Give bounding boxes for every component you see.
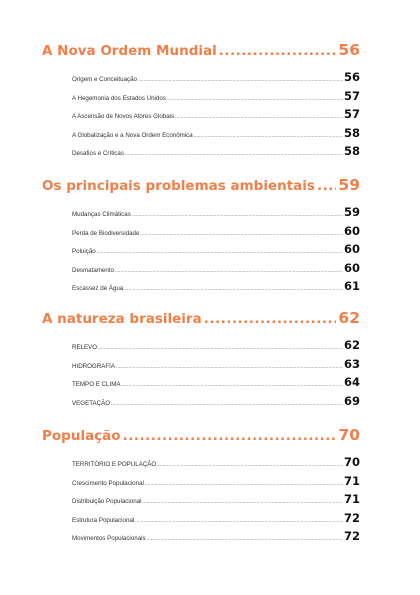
entry-page-number: 61 [343,279,360,293]
toc-entry[interactable] [72,527,360,546]
entry-title: A Ascensão de Novos Atores Globais [72,113,175,120]
entry-title: Distribuição Populacional [72,498,142,505]
toc-section [42,308,360,410]
entry-title: Poluição [72,248,96,255]
toc-entry[interactable] [72,355,360,374]
toc-entry[interactable] [72,277,360,296]
dot-leader [167,90,343,109]
dot-leader [219,41,337,61]
entry-title: Perda de Biodiversidade [72,229,140,237]
section-title: A Nova Ordem Mundial [42,43,217,59]
entry-page-number: 64 [343,375,360,389]
entry-title: RELEVO [72,344,98,351]
dot-leader [135,512,343,531]
entry-page-number: 69 [343,393,360,408]
section-entries [72,68,360,161]
dot-leader [121,376,343,395]
toc-section [42,425,360,546]
entry-page-number: 58 [343,125,360,140]
toc-section [42,40,360,161]
section-heading[interactable] [42,40,360,60]
entry-title: Movimentos Populacionais [72,535,146,542]
dot-leader [147,530,343,549]
entry-title: Mudanças Climáticas [72,211,131,218]
section-heading[interactable] [42,175,360,195]
entry-page-number: 60 [343,242,360,256]
toc-entry[interactable] [72,87,360,106]
dot-leader [97,243,343,262]
dot-leader [123,426,337,446]
entry-title: TEMPO E CLIMA [72,381,121,388]
section-page-number: 70 [338,426,360,444]
dot-leader [115,262,343,281]
entry-page-number: 56 [343,70,360,84]
section-page-number: 62 [338,309,360,327]
entry-title: VEGETAÇÃO [72,399,111,407]
entry-title: Crescimento Populacional [72,479,144,487]
entry-title: Desafios e Críticas [72,150,124,157]
toc-section [42,175,360,296]
dot-leader [204,309,337,329]
entry-title: Origem e Conceituação [72,76,138,83]
section-title: Os principais problemas ambientais [42,178,315,194]
dot-leader [175,108,343,127]
entry-title: A Hegemonia dos Estados Unidos [72,94,166,102]
toc-entry[interactable] [72,453,360,472]
toc-entry[interactable] [72,373,360,392]
entry-page-number: 57 [343,107,360,121]
entry-page-number: 70 [343,455,360,469]
entry-page-number: 63 [343,356,360,371]
section-heading[interactable] [42,425,360,445]
section-page-number: 56 [338,41,360,59]
toc-entry[interactable] [72,336,360,355]
entry-title: A Globalização e a Nova Ordem Econômica [72,131,193,139]
entry-page-number: 57 [343,88,360,103]
toc-entry[interactable] [72,142,360,161]
section-page-number: 59 [338,176,360,194]
dot-leader [116,358,343,377]
dot-leader [124,280,343,299]
dot-leader [132,206,343,225]
entry-title: Escassez de Água [72,285,124,292]
entry-page-number: 71 [343,492,360,506]
entry-page-number: 72 [343,510,360,525]
toc-entry[interactable] [72,392,360,411]
entry-page-number: 58 [343,144,360,158]
toc-entry[interactable] [72,509,360,528]
section-heading[interactable] [42,308,360,328]
dot-leader [125,145,343,164]
toc-entry[interactable] [72,490,360,509]
toc-entry[interactable] [72,222,360,241]
section-entries [72,336,360,410]
toc-entry[interactable] [72,240,360,259]
dot-leader [140,225,343,244]
toc-entry[interactable] [72,124,360,143]
dot-leader [111,395,343,414]
entry-page-number: 59 [343,205,360,219]
entry-title: HIDROGRAFIA [72,362,115,370]
toc-entry[interactable] [72,68,360,87]
entry-page-number: 72 [343,529,360,543]
dot-leader [138,71,343,90]
section-title: A natureza brasileira [42,311,202,327]
toc-entry[interactable] [72,203,360,222]
entry-title: Desmatamento [72,266,114,274]
dot-leader [142,493,343,512]
dot-leader [145,475,343,494]
section-title: População [42,428,121,444]
entry-page-number: 60 [343,260,360,275]
toc-entry[interactable] [72,105,360,124]
toc-entry[interactable] [72,259,360,278]
toc-entry[interactable] [72,472,360,491]
entry-title: TERRITÓRIO E POPULAÇÃO [72,461,157,468]
entry-page-number: 60 [343,223,360,238]
dot-leader [98,339,343,358]
entry-page-number: 71 [343,473,360,488]
dot-leader [317,176,336,196]
entry-page-number: 62 [343,338,360,352]
dot-leader [157,456,343,475]
section-entries [72,453,360,546]
entry-title: Estrutura Populacional [72,516,135,524]
dot-leader [194,127,343,146]
section-entries [72,203,360,296]
